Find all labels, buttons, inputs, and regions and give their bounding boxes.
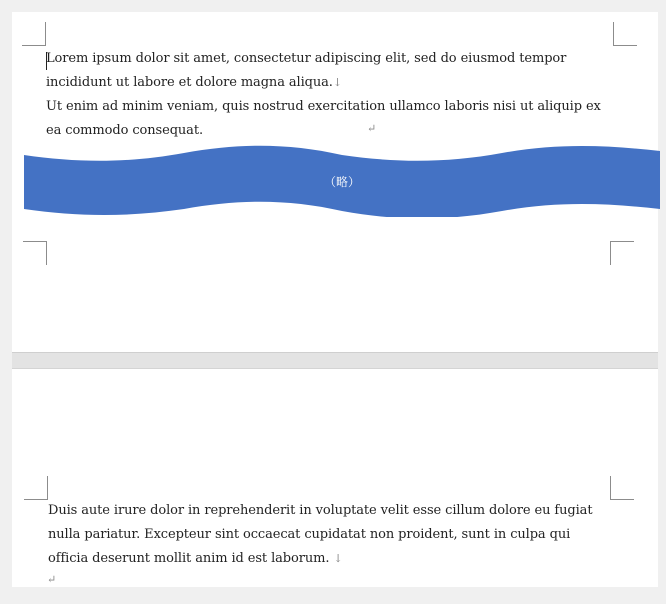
margin-corner-top-left (22, 22, 46, 46)
omission-label: （略） (323, 174, 360, 189)
paragraph-text: Duis aute irure dolor in reprehenderit in voluptate velit esse cillum dolore eu fugiat nulla pariatur. Excepteur sint occaecat cupidatat non proident, sunt in culpa qui officia deserunt mollit anim id est laborum. (48, 503, 593, 566)
margin-corner-top-right (613, 22, 637, 46)
wave-banner-fill (24, 146, 660, 217)
paragraph[interactable] (46, 47, 616, 143)
margin-corner-bottom-right (610, 476, 634, 500)
line-break-mark: ↓ (332, 76, 342, 89)
paragraph-mark: ↵ (367, 122, 377, 135)
wave-banner-shape (24, 145, 660, 217)
paragraph-text: Ut enim ad minim veniam, quis nostrud exercitation ullamco laboris nisi ut aliquip ex ea commodo consequat. (46, 99, 601, 138)
paragraph-text: Lorem ipsum dolor sit amet, consectetur adipiscing elit, sed do eiusmod tempor incididunt ut labore et dolore magna aliqua. (46, 51, 567, 90)
margin-corner-bottom-left (24, 476, 48, 500)
margin-corner-top-left (23, 241, 47, 265)
paragraph[interactable] (48, 499, 610, 571)
omission-banner[interactable] (24, 145, 660, 217)
page-separator (12, 352, 658, 369)
line-break-mark: ↓ (333, 552, 343, 565)
paragraph-mark: ↵ (47, 573, 57, 586)
margin-corner-top-right (610, 241, 634, 265)
